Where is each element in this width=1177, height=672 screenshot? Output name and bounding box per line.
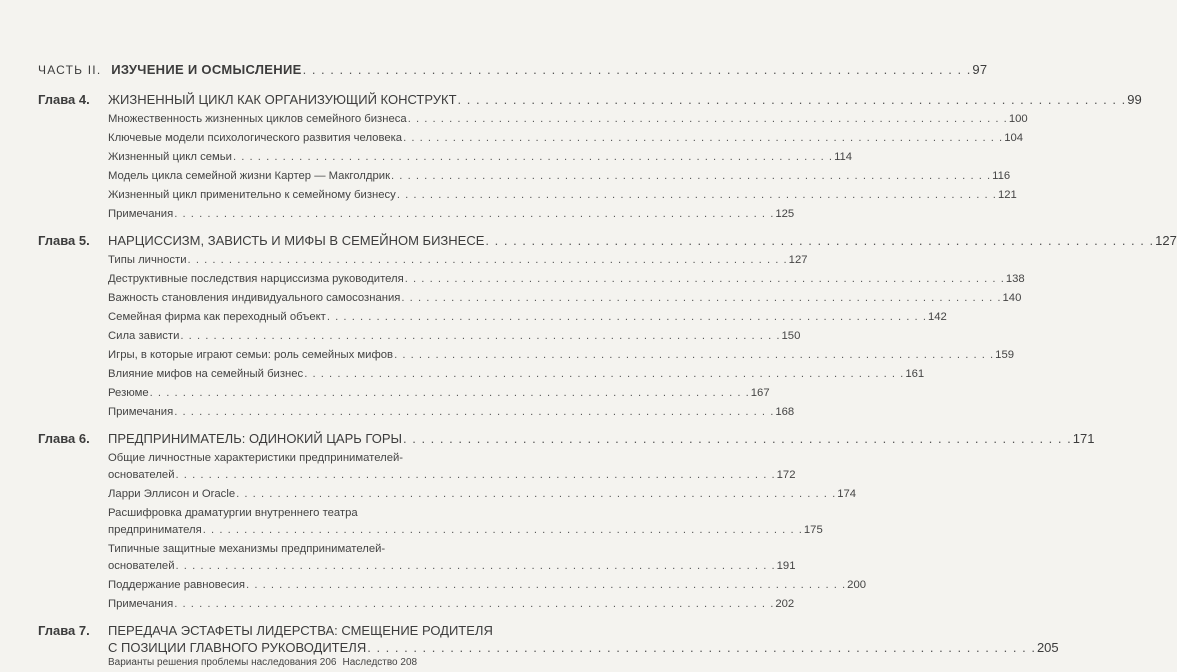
page-number: 125 bbox=[775, 208, 795, 220]
section-title: Поддержание равновесия bbox=[108, 579, 246, 591]
toc-section-entry bbox=[108, 560, 796, 572]
toc-section-entry bbox=[108, 488, 857, 500]
section-title: Типы личности bbox=[108, 254, 187, 266]
toc-section-entry bbox=[108, 406, 795, 418]
page-number: 127 bbox=[788, 254, 808, 266]
toc-section-entry bbox=[108, 273, 1025, 285]
toc-part-entry bbox=[38, 62, 988, 77]
leader-dots bbox=[174, 598, 774, 610]
section-title: Жизненный цикл применительно к семейному бизнесу bbox=[108, 189, 396, 201]
page-number: 114 bbox=[834, 151, 853, 163]
leader-dots bbox=[233, 151, 833, 163]
toc-section-entry bbox=[108, 208, 795, 220]
section-title: Жизненный цикл семьи bbox=[108, 151, 232, 163]
chapter-title: С ПОЗИЦИИ ГЛАВНОГО РУКОВОДИТЕЛЯ bbox=[108, 640, 367, 655]
leader-dots bbox=[391, 170, 991, 182]
toc-section-entry bbox=[108, 113, 1028, 125]
leader-dots bbox=[246, 579, 846, 591]
section-title-line1: Расшифровка драматургии внутреннего театра bbox=[108, 507, 358, 519]
leader-dots bbox=[188, 254, 788, 266]
page-number: 116 bbox=[992, 170, 1011, 182]
page-number: 142 bbox=[927, 311, 947, 323]
leader-dots bbox=[176, 469, 776, 481]
leader-dots bbox=[405, 273, 1005, 285]
toc-section-entry bbox=[108, 349, 1015, 361]
page-number: 172 bbox=[776, 469, 796, 481]
page-number: 150 bbox=[781, 330, 801, 342]
leader-dots bbox=[203, 524, 803, 536]
page-number: 127 bbox=[1155, 233, 1177, 248]
page-number: 159 bbox=[995, 349, 1015, 361]
page-number: 161 bbox=[905, 368, 925, 380]
chapter-title: ПРЕДПРИНИМАТЕЛЬ: ОДИНОКИЙ ЦАРЬ ГОРЫ bbox=[108, 431, 403, 446]
part-title: ИЗУЧЕНИЕ И ОСМЫСЛЕНИЕ bbox=[111, 62, 302, 77]
page-number: 138 bbox=[1005, 273, 1025, 285]
section-title: Модель цикла семейной жизни Картер — Макголдрик bbox=[108, 170, 391, 182]
leader-dots bbox=[304, 368, 904, 380]
chapter-7-sections bbox=[108, 657, 418, 668]
page-number: 171 bbox=[1072, 431, 1095, 446]
leader-dots bbox=[180, 330, 780, 342]
toc-section-entry bbox=[108, 311, 947, 323]
toc-section-entry bbox=[108, 387, 770, 399]
leader-dots bbox=[397, 189, 997, 201]
section-title: Примечания bbox=[108, 406, 174, 418]
page-number: 97 bbox=[972, 62, 988, 77]
toc-section-entry bbox=[108, 330, 801, 342]
toc-section-entry bbox=[108, 170, 1011, 182]
chapter-label: Глава 4. bbox=[38, 92, 90, 107]
page-number: 104 bbox=[1004, 132, 1024, 144]
toc-section-entry bbox=[108, 579, 867, 591]
leader-dots bbox=[176, 560, 776, 572]
toc-section-entry bbox=[108, 292, 1022, 304]
toc-chapter-entry bbox=[108, 431, 1095, 446]
leader-dots bbox=[236, 488, 836, 500]
section-title: Важность становления индивидуального самосознания bbox=[108, 292, 401, 304]
toc-chapter-entry bbox=[108, 640, 1059, 655]
leader-dots bbox=[485, 233, 1154, 248]
page-number: 200 bbox=[847, 579, 867, 591]
section-title: Наследство 208 bbox=[342, 657, 418, 668]
section-title: Примечания bbox=[108, 598, 174, 610]
page-number: 121 bbox=[997, 189, 1017, 201]
page-number: 99 bbox=[1127, 92, 1142, 107]
section-title: основателей bbox=[108, 469, 175, 481]
chapter-label: Глава 5. bbox=[38, 233, 90, 248]
toc-section-entry bbox=[108, 368, 925, 380]
leader-dots bbox=[174, 406, 774, 418]
section-title-line1: Типичные защитные механизмы предпринимателей- bbox=[108, 543, 386, 555]
page-number: 100 bbox=[1008, 113, 1028, 125]
chapter-label: Глава 7. bbox=[38, 623, 90, 638]
toc-section-entry bbox=[108, 151, 853, 163]
leader-dots bbox=[403, 431, 1072, 446]
leader-dots bbox=[403, 132, 1003, 144]
toc-section-entry bbox=[108, 524, 823, 536]
leader-dots bbox=[174, 208, 774, 220]
leader-dots bbox=[303, 62, 972, 77]
leader-dots bbox=[408, 113, 1008, 125]
leader-dots bbox=[394, 349, 994, 361]
section-title: предпринимателя bbox=[108, 524, 202, 536]
page-number: 167 bbox=[750, 387, 770, 399]
section-title: Варианты решения проблемы наследования 206 bbox=[108, 657, 337, 668]
section-title: Резюме bbox=[108, 387, 149, 399]
toc-chapter-entry bbox=[108, 233, 1177, 248]
part-label: ЧАСТЬ II. bbox=[38, 63, 102, 77]
section-title: Сила зависти bbox=[108, 330, 180, 342]
toc-section-entry bbox=[108, 189, 1017, 201]
section-title: основателей bbox=[108, 560, 175, 572]
leader-dots bbox=[401, 292, 1001, 304]
leader-dots bbox=[367, 640, 1036, 655]
section-title-line1: Общие личностные характеристики предпринимателей- bbox=[108, 452, 404, 464]
toc-chapter-entry bbox=[108, 92, 1142, 107]
chapter-label: Глава 6. bbox=[38, 431, 90, 446]
section-title: Множественность жизненных циклов семейного бизнеса bbox=[108, 113, 407, 125]
toc-section-entry bbox=[108, 598, 795, 610]
page-number: 202 bbox=[775, 598, 795, 610]
page-number: 168 bbox=[775, 406, 795, 418]
page-number: 175 bbox=[803, 524, 823, 536]
leader-dots bbox=[458, 92, 1127, 107]
section-title: Игры, в которые играют семьи: роль семейных мифов bbox=[108, 349, 394, 361]
leader-dots bbox=[327, 311, 927, 323]
section-title: Влияние мифов на семейный бизнес bbox=[108, 368, 304, 380]
section-title: Деструктивные последствия нарциссизма руководителя bbox=[108, 273, 404, 285]
section-title: Ключевые модели психологического развития человека bbox=[108, 132, 403, 144]
section-title: Семейная фирма как переходный объект bbox=[108, 311, 326, 323]
page-number: 191 bbox=[776, 560, 796, 572]
chapter-title-line1: ПЕРЕДАЧА ЭСТАФЕТЫ ЛИДЕРСТВА: СМЕЩЕНИЕ РОДИТЕЛЯ bbox=[108, 623, 493, 638]
page-number: 174 bbox=[837, 488, 857, 500]
section-title: Ларри Эллисон и Oracle bbox=[108, 488, 236, 500]
page-number: 140 bbox=[1002, 292, 1022, 304]
chapter-title: НАРЦИССИЗМ, ЗАВИСТЬ И МИФЫ В СЕМЕЙНОМ БИЗНЕСЕ bbox=[108, 233, 485, 248]
page-number: 205 bbox=[1036, 640, 1059, 655]
toc-section-entry bbox=[108, 254, 808, 266]
toc-section-entry bbox=[108, 469, 796, 481]
leader-dots bbox=[150, 387, 750, 399]
chapter-title: ЖИЗНЕННЫЙ ЦИКЛ КАК ОРГАНИЗУЮЩИЙ КОНСТРУКТ bbox=[108, 92, 457, 107]
section-title: Примечания bbox=[108, 208, 174, 220]
toc-section-entry bbox=[108, 132, 1024, 144]
